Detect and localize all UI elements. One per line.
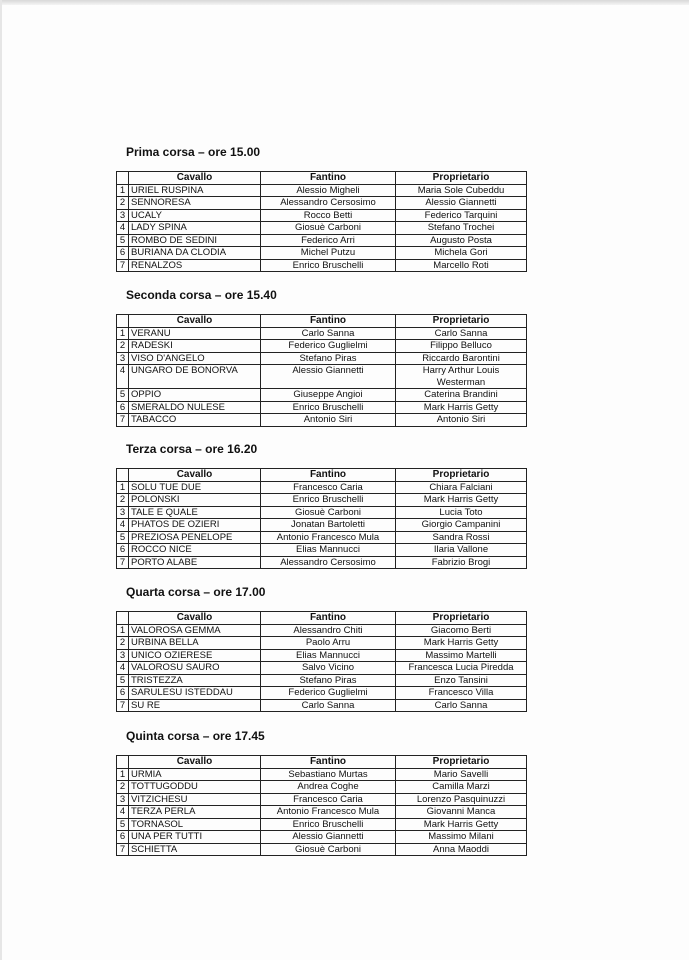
table-row bbox=[117, 624, 527, 637]
header-owner: Proprietario bbox=[396, 172, 527, 185]
horse-name: TALE E QUALE bbox=[129, 506, 261, 519]
table-header-row bbox=[117, 612, 527, 625]
entry-number: 5 bbox=[117, 818, 129, 831]
header-number-column bbox=[117, 612, 129, 625]
entry-number: 1 bbox=[117, 184, 129, 197]
table-row bbox=[117, 247, 527, 260]
owner-name: Enzo Tansini bbox=[396, 674, 527, 687]
horse-name: URIEL RUSPINA bbox=[129, 184, 261, 197]
owner-name: Giovanni Manca bbox=[396, 806, 527, 819]
table-row bbox=[117, 494, 527, 507]
table-row bbox=[117, 649, 527, 662]
horse-name: UCALY bbox=[129, 209, 261, 222]
horse-name: RENALZOS bbox=[129, 259, 261, 272]
entry-number: 6 bbox=[117, 247, 129, 260]
jockey-name: Alessio Giannetti bbox=[261, 365, 396, 389]
entry-number: 7 bbox=[117, 259, 129, 272]
horse-name: TRISTEZZA bbox=[129, 674, 261, 687]
table-row bbox=[117, 414, 527, 427]
entry-number: 6 bbox=[117, 687, 129, 700]
horse-name: PREZIOSA PENELOPE bbox=[129, 531, 261, 544]
owner-name: Harry Arthur Louis Westerman bbox=[396, 365, 527, 389]
table-row bbox=[117, 674, 527, 687]
table-row bbox=[117, 401, 527, 414]
header-owner: Proprietario bbox=[396, 315, 527, 328]
jockey-name: Enrico Bruschelli bbox=[261, 494, 396, 507]
entry-number: 7 bbox=[117, 556, 129, 569]
table-row bbox=[117, 197, 527, 210]
jockey-name: Giosuè Carboni bbox=[261, 506, 396, 519]
table-row bbox=[117, 184, 527, 197]
table-row bbox=[117, 637, 527, 650]
jockey-name: Enrico Bruschelli bbox=[261, 401, 396, 414]
entry-number: 2 bbox=[117, 781, 129, 794]
entry-number: 4 bbox=[117, 222, 129, 235]
entry-number: 6 bbox=[117, 831, 129, 844]
race-title: Seconda corsa – ore 15.40 bbox=[126, 288, 277, 302]
horse-name: ROCCO NICE bbox=[129, 544, 261, 557]
table-row bbox=[117, 843, 527, 856]
header-horse: Cavallo bbox=[129, 172, 261, 185]
header-number-column bbox=[117, 172, 129, 185]
owner-name: Stefano Trochei bbox=[396, 222, 527, 235]
header-horse: Cavallo bbox=[129, 756, 261, 769]
entry-number: 1 bbox=[117, 768, 129, 781]
entry-number: 3 bbox=[117, 506, 129, 519]
table-row bbox=[117, 687, 527, 700]
header-jockey: Fantino bbox=[261, 315, 396, 328]
horse-name: BURIANA DA CLODIA bbox=[129, 247, 261, 260]
page-left-edge bbox=[0, 0, 2, 960]
jockey-name: Alessio Migheli bbox=[261, 184, 396, 197]
table-row bbox=[117, 531, 527, 544]
header-owner: Proprietario bbox=[396, 469, 527, 482]
table-row bbox=[117, 234, 527, 247]
entry-number: 6 bbox=[117, 401, 129, 414]
table-row bbox=[117, 209, 527, 222]
horse-name: SARULESU ISTEDDAU bbox=[129, 687, 261, 700]
entry-number: 2 bbox=[117, 494, 129, 507]
horse-name: UNICO OZIERESE bbox=[129, 649, 261, 662]
table-row bbox=[117, 781, 527, 794]
jockey-name: Elias Mannucci bbox=[261, 544, 396, 557]
owner-name: Camilla Marzi bbox=[396, 781, 527, 794]
owner-name: Filippo Belluco bbox=[396, 340, 527, 353]
entry-number: 3 bbox=[117, 793, 129, 806]
jockey-name: Andrea Coghe bbox=[261, 781, 396, 794]
jockey-name: Carlo Sanna bbox=[261, 327, 396, 340]
jockey-name: Elias Mannucci bbox=[261, 649, 396, 662]
race-title: Terza corsa – ore 16.20 bbox=[126, 442, 258, 456]
entry-number: 6 bbox=[117, 544, 129, 557]
jockey-name: Alessandro Cersosimo bbox=[261, 556, 396, 569]
owner-name: Fabrizio Brogi bbox=[396, 556, 527, 569]
table-row bbox=[117, 662, 527, 675]
owner-name: Augusto Posta bbox=[396, 234, 527, 247]
entry-number: 5 bbox=[117, 389, 129, 402]
header-jockey: Fantino bbox=[261, 756, 396, 769]
jockey-name: Enrico Bruschelli bbox=[261, 818, 396, 831]
horse-name: UNGARO DE BONORVA bbox=[129, 365, 261, 389]
jockey-name: Stefano Piras bbox=[261, 352, 396, 365]
table-row bbox=[117, 768, 527, 781]
jockey-name: Francesco Caria bbox=[261, 793, 396, 806]
entry-number: 4 bbox=[117, 519, 129, 532]
header-horse: Cavallo bbox=[129, 469, 261, 482]
jockey-name: Alessandro Chiti bbox=[261, 624, 396, 637]
horse-name: ROMBO DE SEDINI bbox=[129, 234, 261, 247]
horse-name: TERZA PERLA bbox=[129, 806, 261, 819]
horse-name: PORTO ALABE bbox=[129, 556, 261, 569]
owner-name: Carlo Sanna bbox=[396, 327, 527, 340]
entry-number: 5 bbox=[117, 234, 129, 247]
owner-name: Mark Harris Getty bbox=[396, 818, 527, 831]
owner-name: Carlo Sanna bbox=[396, 699, 527, 712]
owner-name: Francesco Villa bbox=[396, 687, 527, 700]
owner-name: Marcello Roti bbox=[396, 259, 527, 272]
jockey-name: Enrico Bruschelli bbox=[261, 259, 396, 272]
owner-name: Francesca Lucia Piredda bbox=[396, 662, 527, 675]
table-row bbox=[117, 506, 527, 519]
horse-name: SU RE bbox=[129, 699, 261, 712]
table-row bbox=[117, 818, 527, 831]
entry-number: 5 bbox=[117, 531, 129, 544]
jockey-name: Michel Putzu bbox=[261, 247, 396, 260]
table-row bbox=[117, 340, 527, 353]
horse-name: VISO D'ANGELO bbox=[129, 352, 261, 365]
entry-number: 1 bbox=[117, 624, 129, 637]
owner-name: Anna Maoddi bbox=[396, 843, 527, 856]
jockey-name: Francesco Caria bbox=[261, 481, 396, 494]
table-row bbox=[117, 831, 527, 844]
owner-name: Giacomo Berti bbox=[396, 624, 527, 637]
jockey-name: Antonio Francesco Mula bbox=[261, 806, 396, 819]
jockey-name: Carlo Sanna bbox=[261, 699, 396, 712]
horse-name: TORNASOL bbox=[129, 818, 261, 831]
header-number-column bbox=[117, 469, 129, 482]
entry-number: 1 bbox=[117, 327, 129, 340]
horse-name: TOTTUGODDU bbox=[129, 781, 261, 794]
owner-name: Riccardo Barontini bbox=[396, 352, 527, 365]
horse-name: URMIA bbox=[129, 768, 261, 781]
entry-number: 2 bbox=[117, 340, 129, 353]
header-horse: Cavallo bbox=[129, 315, 261, 328]
jockey-name: Antonio Siri bbox=[261, 414, 396, 427]
owner-name: Mark Harris Getty bbox=[396, 401, 527, 414]
entry-number: 2 bbox=[117, 637, 129, 650]
jockey-name: Salvo Vicino bbox=[261, 662, 396, 675]
header-owner: Proprietario bbox=[396, 756, 527, 769]
entry-number: 1 bbox=[117, 481, 129, 494]
horse-name: VALOROSU SAURO bbox=[129, 662, 261, 675]
table-row bbox=[117, 327, 527, 340]
race-title: Quarta corsa – ore 17.00 bbox=[126, 585, 266, 599]
horse-name: VALOROSA GEMMA bbox=[129, 624, 261, 637]
owner-name: Massimo Martelli bbox=[396, 649, 527, 662]
entry-number: 7 bbox=[117, 414, 129, 427]
horse-name: RADESKI bbox=[129, 340, 261, 353]
entry-number: 3 bbox=[117, 649, 129, 662]
page-top-edge bbox=[0, 0, 689, 5]
horse-name: UNA PER TUTTI bbox=[129, 831, 261, 844]
owner-name: Mark Harris Getty bbox=[396, 637, 527, 650]
table-row bbox=[117, 793, 527, 806]
horse-name: URBINA BELLA bbox=[129, 637, 261, 650]
owner-name: Federico Tarquini bbox=[396, 209, 527, 222]
race-title: Prima corsa – ore 15.00 bbox=[126, 145, 261, 159]
entry-number: 7 bbox=[117, 843, 129, 856]
entry-number: 4 bbox=[117, 662, 129, 675]
owner-name: Caterina Brandini bbox=[396, 389, 527, 402]
table-row bbox=[117, 481, 527, 494]
table-row bbox=[117, 352, 527, 365]
horse-name: SCHIETTA bbox=[129, 843, 261, 856]
horse-name: OPPIO bbox=[129, 389, 261, 402]
jockey-name: Federico Arri bbox=[261, 234, 396, 247]
header-jockey: Fantino bbox=[261, 469, 396, 482]
header-jockey: Fantino bbox=[261, 172, 396, 185]
owner-name: Sandra Rossi bbox=[396, 531, 527, 544]
jockey-name: Antonio Francesco Mula bbox=[261, 531, 396, 544]
horse-name: SOLU TUE DUE bbox=[129, 481, 261, 494]
table-header-row bbox=[117, 172, 527, 185]
table-header-row bbox=[117, 315, 527, 328]
table-row bbox=[117, 699, 527, 712]
jockey-name: Alessandro Cersosimo bbox=[261, 197, 396, 210]
entry-number: 4 bbox=[117, 365, 129, 389]
jockey-name: Giosuè Carboni bbox=[261, 222, 396, 235]
jockey-name: Alessio Giannetti bbox=[261, 831, 396, 844]
header-number-column bbox=[117, 756, 129, 769]
owner-name: Chiara Falciani bbox=[396, 481, 527, 494]
horse-name: PHATOS DE OZIERI bbox=[129, 519, 261, 532]
race-entries-table bbox=[116, 171, 527, 272]
jockey-name: Stefano Piras bbox=[261, 674, 396, 687]
entry-number: 5 bbox=[117, 674, 129, 687]
horse-name: POLONSKI bbox=[129, 494, 261, 507]
table-row bbox=[117, 365, 527, 389]
jockey-name: Federico Guglielmi bbox=[261, 340, 396, 353]
entry-number: 4 bbox=[117, 806, 129, 819]
race-entries-table bbox=[116, 611, 527, 712]
jockey-name: Jonatan Bartoletti bbox=[261, 519, 396, 532]
table-header-row bbox=[117, 469, 527, 482]
horse-name: VERANU bbox=[129, 327, 261, 340]
owner-name: Michela Gori bbox=[396, 247, 527, 260]
entry-number: 3 bbox=[117, 209, 129, 222]
header-horse: Cavallo bbox=[129, 612, 261, 625]
race-entries-table bbox=[116, 314, 527, 427]
owner-name: Alessio Giannetti bbox=[396, 197, 527, 210]
owner-name: Mario Savelli bbox=[396, 768, 527, 781]
jockey-name: Sebastiano Murtas bbox=[261, 768, 396, 781]
owner-name: Ilaria Vallone bbox=[396, 544, 527, 557]
entry-number: 3 bbox=[117, 352, 129, 365]
race-title: Quinta corsa – ore 17.45 bbox=[126, 729, 265, 743]
owner-name: Lorenzo Pasquinuzzi bbox=[396, 793, 527, 806]
table-row bbox=[117, 259, 527, 272]
owner-name: Antonio Siri bbox=[396, 414, 527, 427]
table-row bbox=[117, 222, 527, 235]
table-row bbox=[117, 519, 527, 532]
horse-name: SMERALDO NULESE bbox=[129, 401, 261, 414]
table-row bbox=[117, 806, 527, 819]
table-row bbox=[117, 389, 527, 402]
header-jockey: Fantino bbox=[261, 612, 396, 625]
header-owner: Proprietario bbox=[396, 612, 527, 625]
owner-name: Mark Harris Getty bbox=[396, 494, 527, 507]
jockey-name: Rocco Betti bbox=[261, 209, 396, 222]
owner-name: Lucia Toto bbox=[396, 506, 527, 519]
owner-name: Massimo Milani bbox=[396, 831, 527, 844]
table-row bbox=[117, 556, 527, 569]
horse-name: VITZICHESU bbox=[129, 793, 261, 806]
entry-number: 2 bbox=[117, 197, 129, 210]
jockey-name: Giuseppe Angioi bbox=[261, 389, 396, 402]
jockey-name: Federico Guglielmi bbox=[261, 687, 396, 700]
horse-name: SENNORESA bbox=[129, 197, 261, 210]
entry-number: 7 bbox=[117, 699, 129, 712]
header-number-column bbox=[117, 315, 129, 328]
race-entries-table bbox=[116, 468, 527, 569]
jockey-name: Paolo Arru bbox=[261, 637, 396, 650]
jockey-name: Giosuè Carboni bbox=[261, 843, 396, 856]
table-header-row bbox=[117, 756, 527, 769]
owner-name: Giorgio Campanini bbox=[396, 519, 527, 532]
owner-name: Maria Sole Cubeddu bbox=[396, 184, 527, 197]
horse-name: LADY SPINA bbox=[129, 222, 261, 235]
horse-name: TABACCO bbox=[129, 414, 261, 427]
table-row bbox=[117, 544, 527, 557]
race-entries-table bbox=[116, 755, 527, 856]
